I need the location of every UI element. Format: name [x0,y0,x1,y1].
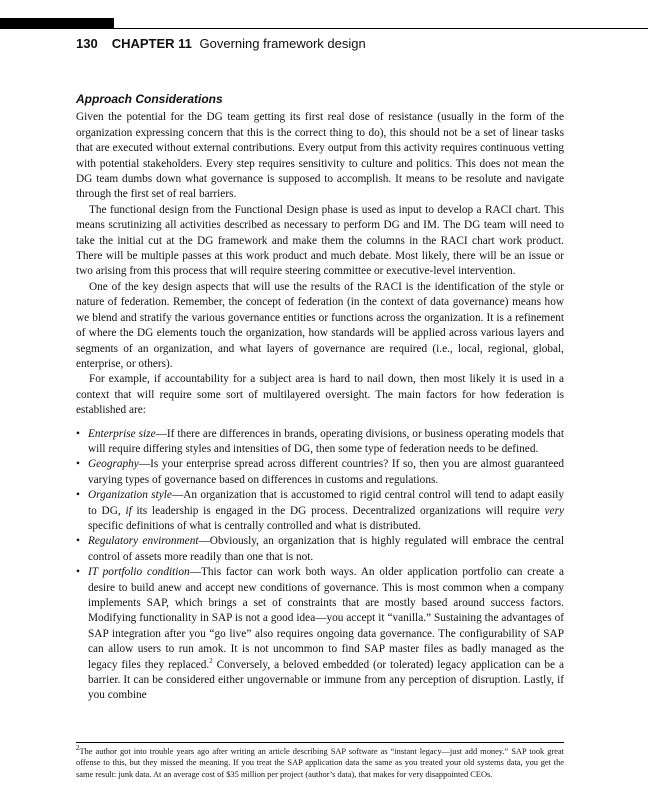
paragraph-1: Given the potential for the DG team getting its first real dose of resistance (usually in the form of the organization expressing concern that this is the correct thing to do), this should not be a set of linear tasks that are executed without external contributions. Every output from this activity requires continuous vetting with potential stakeholders. Every step requires sensitivity to culture and politics. This does not mean the DG team dumbs down what governance is supposed to accomplish. It means to be resolute and navigate through the first set of real barriers. [76,111,564,201]
paragraph-3: One of the key design aspects that will use the results of the RACI is the identification of the style or nature of federation. Remember, the concept of federation (in the context of data governance) means how we blend and stratify the various governance entities or functions across the organization. It is a refinement of where the DG elements touch the organization, how standards will be applied across various layers and segments of an organization, and what layers of governance are required (i.e., local, regional, global, enterprise, or others). [76,280,564,370]
emphasis-if: if [125,504,132,517]
list-item-it-portfolio-condition [76,565,564,704]
paragraph-4: For example, if accountability for a subject area is hard to nail down, then most likely it is used in a context that will require some sort of multilayered oversight. The main factors for how federation is established are: [76,373,564,417]
factor-term: IT portfolio condition [88,566,190,579]
factor-text: Conversely, a beloved embedded (or tolerated) legacy application can be a barrier. It can be considered either ungovernable or immune from any perception of disruption. Lastly, if you combine [88,658,564,702]
factor-text: —If there are differences in brands, operating divisions, or business operating models that will require differing styles and intensities of DG, then some type of federation needs to be defined. [88,427,565,455]
running-header [76,36,366,54]
list-item-regulatory-environment [76,534,564,565]
factor-text: —This factor can work both ways. An older application portfolio can create a desire to build anew and accept new conditions of governance. This is most common when a company implements SAP, which brings a set of constraints that are mostly based around success factors. Modifying functionality in SAP is not a good idea—you accept it “vanilla.” Sustaining the advantages of SAP integration after you “go live” also requires ongoing data governance. The configurability of SAP can allow users to run amok. It is not uncommon to find SAP master files as badly managed as the legacy files they replaced. [88,566,564,671]
factor-term: Geography [88,458,139,471]
page-number: 130 [76,36,98,51]
page-body [76,92,564,704]
factor-term: Regulatory environment [88,535,199,548]
header-rule [114,28,648,29]
emphasis-very: very [544,504,564,517]
header-bar-block [0,18,114,29]
section-heading: Approach Considerations [76,92,223,106]
list-item-enterprise-size [76,427,564,458]
chapter-title: Governing framework design [199,36,366,51]
factor-text: specific definitions of what is centrally controlled and what is distributed. [88,519,421,532]
footnote [76,746,564,780]
factor-text: —Obviously, an organization that is highly regulated will embrace the central control of assets more readily than one that is not. [88,535,564,563]
factor-term: Enterprise size [88,427,156,440]
list-item-organization-style [76,488,564,534]
list-item-geography [76,457,564,488]
factor-text: its leadership is engaged in the DG process. Decentralized organizations will require [131,504,545,517]
factor-text: —Is your enterprise spread across different countries? If so, then you are almost guaranteed varying types of governance based on differences in customs and regulations. [88,458,564,486]
chapter-label: CHAPTER 11 [111,36,192,51]
footnote-rule [76,742,564,743]
factor-text: —An organization that is accustomed to rigid central control will tend to adapt easily to DG, [88,489,564,517]
factor-term: Organization style [88,489,172,502]
footnote-reference[interactable]: 2 [209,656,213,665]
federation-factors-list [76,427,564,704]
footnote-text: The author got into trouble years ago after writing an article describing SAP software as “instant legacy—just add money.” SAP took great offense to this, but they missed the meaning. If you treat the SAP application data the same as you treated your old systems data, you get the same result: junk data. At an average cost of $35 million per project (author’s data), that makes for very disappointed CEOs. [76,747,564,779]
paragraph-2: The functional design from the Functional Design phase is used as input to develop a RACI chart. This means scrutinizing all activities described as necessary to perform DG and IM. The DG team will need to take the initial cut at the DG framework and make them the columns in the RACI chart work product. There will be multiple passes at this work product and much debate. Most likely, there will be an issue or two arising from this process that will require steering committee or executive-level intervention. [76,203,564,278]
footnote-marker: 2 [76,744,80,753]
